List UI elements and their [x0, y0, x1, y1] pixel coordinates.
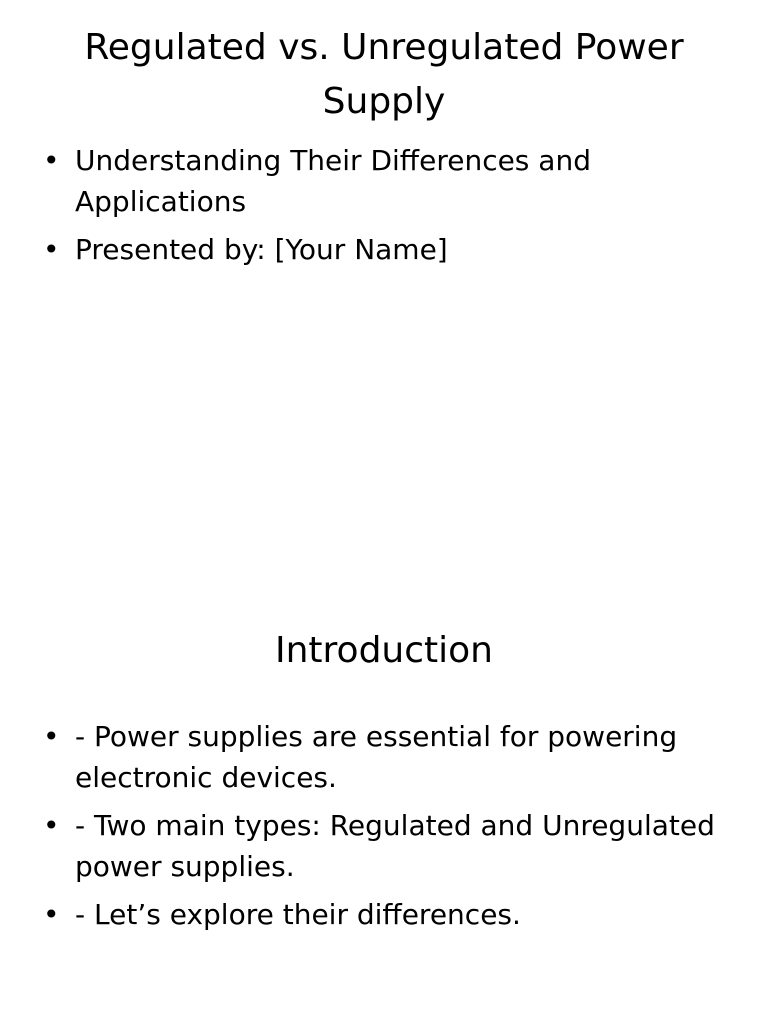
bullet-icon: •	[43, 144, 60, 177]
slide-title: Introduction	[274, 630, 493, 671]
bullet-text: Presented by: [Your Name]	[75, 233, 448, 266]
bullet-icon: •	[43, 809, 60, 842]
bullet-list	[40, 716, 720, 942]
bullet-item	[40, 140, 720, 222]
bullet-item	[40, 894, 720, 935]
bullet-item	[40, 716, 720, 798]
bullet-text: Understanding Their Differences and Applications	[75, 144, 591, 218]
bullet-list	[40, 140, 720, 277]
bullet-text: - Two main types: Regulated and Unregulated power supplies.	[75, 809, 715, 883]
bullet-icon: •	[43, 720, 60, 753]
bullet-text: - Let’s explore their differences.	[75, 898, 521, 931]
bullet-icon: •	[43, 898, 60, 931]
slide-2	[0, 512, 768, 1024]
bullet-item	[40, 805, 720, 887]
bullet-text: - Power supplies are essential for powering electronic devices.	[75, 720, 678, 794]
slide-title: Regulated vs. Unregulated Power Supply	[84, 27, 684, 122]
bullet-item	[40, 229, 720, 270]
bullet-icon: •	[43, 233, 60, 266]
